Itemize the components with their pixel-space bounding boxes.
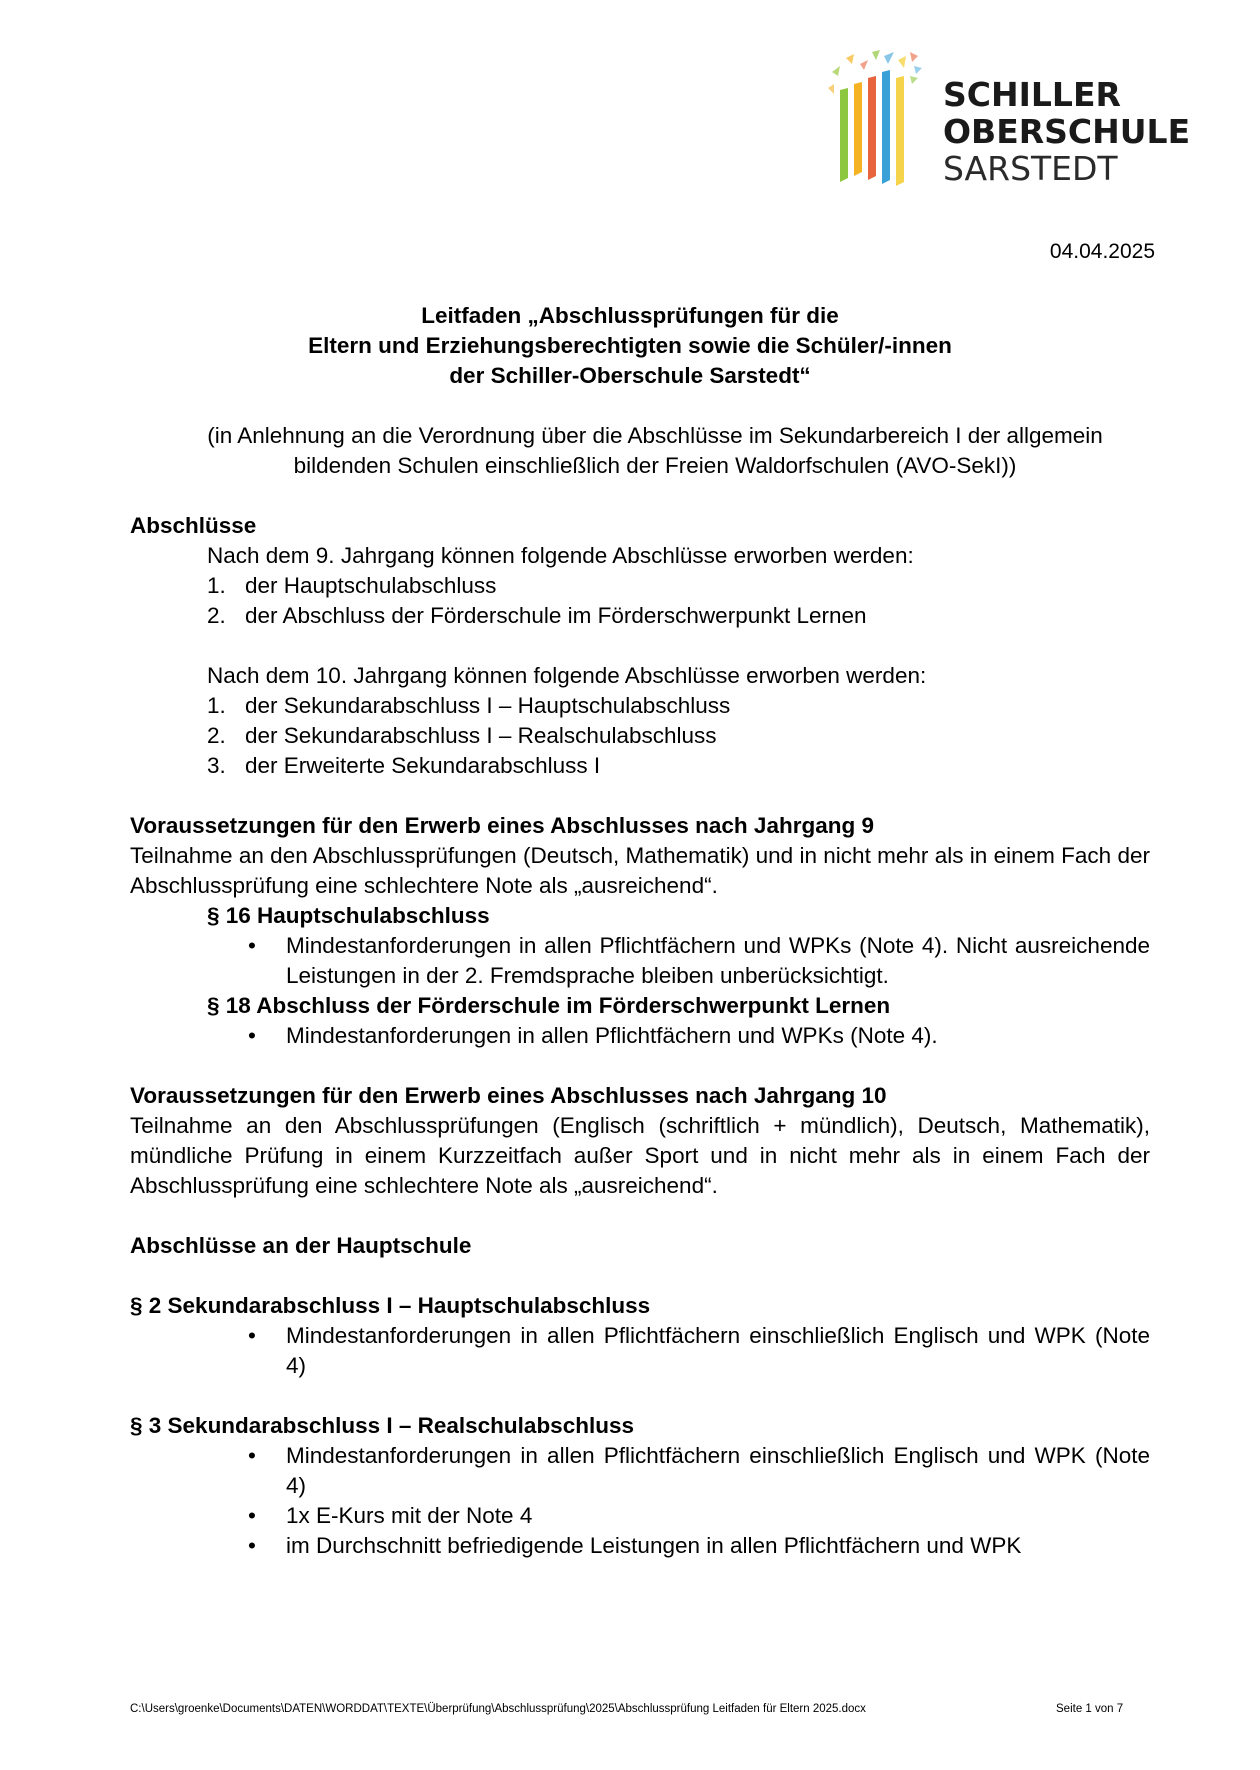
logo-line-3: SARSTEDT (943, 149, 1118, 188)
list-item: 2. der Sekundarabschluss I – Realschulabschluss (207, 723, 717, 748)
document-subtitle (120, 421, 1190, 481)
title-line-3: der Schiller-Oberschule Sarstedt“ (449, 363, 811, 388)
intro-jahrgang-9: Nach dem 9. Jahrgang können folgende Abschlüsse erworben werden: (207, 543, 914, 568)
title-line-1: Leitfaden „Abschlussprüfungen für die (421, 303, 839, 328)
document-date: 04.04.2025 (1049, 240, 1155, 263)
sec3-heading: § 3 Sekundarabschluss I – Realschulabschluss (130, 1413, 634, 1438)
list-item: 1. der Sekundarabschluss I – Hauptschulabschluss (207, 693, 731, 718)
section-heading-abschluesse: Abschlüsse (130, 513, 257, 538)
list-item: • 1x E-Kurs mit der Note 4 (286, 1501, 1150, 1531)
list-item: • Mindestanforderungen in allen Pflichtfächern und WPKs (Note 4). Nicht ausreichende Leistungen in der 2. Fremdsprache bleiben unberücksichtigt. (286, 931, 1150, 991)
school-logo (826, 48, 1191, 188)
intro-jahrgang-10: Nach dem 10. Jahrgang können folgende Abschlüsse erworben werden: (207, 663, 927, 688)
list-item: • Mindestanforderungen in allen Pflichtfächern einschließlich Englisch und WPK (Note 4) (286, 1321, 1150, 1381)
sec18-list (130, 1021, 1150, 1051)
req10-text: Teilnahme an den Abschlussprüfungen (Englisch (schriftlich + mündlich), Deutsch, Mathematik), mündliche Prüfung in einem Kurzzeitfach außer Sport und in nicht mehr als in einem Fach der Abschlussprüfung eine schlechtere Note als „ausreichend“. (130, 1113, 1150, 1198)
sec16-list (130, 931, 1150, 991)
list-item: • im Durchschnitt befriedigende Leistungen in allen Pflichtfächern und WPK (286, 1531, 1150, 1561)
logo-line-2: OBERSCHULE (943, 112, 1191, 151)
list-jahrgang-9 (130, 571, 1150, 631)
section-heading-req9: Voraussetzungen für den Erwerb eines Abschlusses nach Jahrgang 9 (130, 813, 874, 838)
sec2-heading: § 2 Sekundarabschluss I – Hauptschulabschluss (130, 1293, 651, 1318)
list-item: • Mindestanforderungen in allen Pflichtfächern und WPKs (Note 4). (286, 1021, 1150, 1051)
document-title (0, 301, 1260, 391)
sec18-heading: § 18 Abschluss der Förderschule im Förderschwerpunkt Lernen (207, 993, 891, 1018)
list-item: • Mindestanforderungen in allen Pflichtfächern einschließlich Englisch und WPK (Note 4) (286, 1441, 1150, 1501)
sec3-list (130, 1441, 1150, 1561)
title-line-2: Eltern und Erziehungsberechtigten sowie die Schüler/-innen (308, 333, 952, 358)
list-item: 1. der Hauptschulabschluss (207, 573, 497, 598)
sec16-heading: § 16 Hauptschulabschluss (207, 903, 490, 928)
footer-page-number: Seite 1 von 7 (1056, 1703, 1124, 1715)
list-item: 3. der Erweiterte Sekundarabschluss I (207, 753, 601, 778)
logo-mark-icon (826, 48, 926, 188)
list-jahrgang-10 (130, 691, 1150, 781)
logo-line-1: SCHILLER (943, 75, 1121, 114)
section-heading-hauptschule: Abschlüsse an der Hauptschule (130, 1233, 472, 1258)
req9-text: Teilnahme an den Abschlussprüfungen (Deutsch, Mathematik) und in nicht mehr als in einem Fach der Abschlussprüfung eine schlechtere Note als „ausreichend“. (130, 843, 1150, 898)
list-item: 2. der Abschluss der Förderschule im Förderschwerpunkt Lernen (207, 603, 867, 628)
document-body (130, 511, 1150, 1561)
footer-file-path: C:\Users\groenke\Documents\DATEN\WORDDAT\TEXTE\Überprüfung\Abschlussprüfung\2025\Abschlussprüfung Leitfaden für Eltern 2025.docx (130, 1703, 866, 1715)
sec2-list (130, 1321, 1150, 1381)
section-heading-req10: Voraussetzungen für den Erwerb eines Abschlusses nach Jahrgang 10 (130, 1083, 887, 1108)
subtitle-line-1: (in Anlehnung an die Verordnung über die Abschlüsse im Sekundarbereich I der allgemein (207, 423, 1103, 448)
logo-text (943, 75, 1191, 189)
subtitle-line-2: bildenden Schulen einschließlich der Freien Waldorfschulen (AVO-SekI)) (293, 453, 1017, 478)
